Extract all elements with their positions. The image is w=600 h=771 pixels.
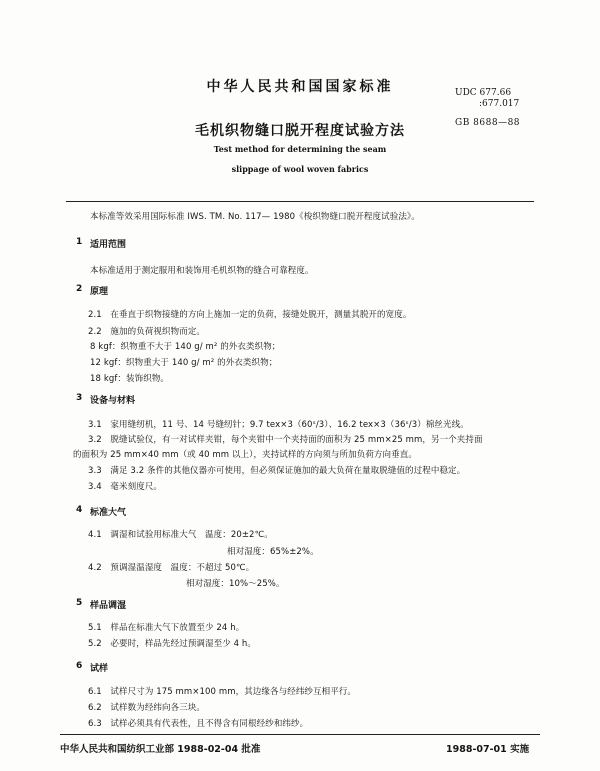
- section-3-line: 的面积为 25 mm×40 mm（或 40 mm 以上），夹持试样的方向须与所加负荷方向垂直。: [73, 450, 417, 460]
- section-4-line: 相对湿度：10%～25%。: [186, 579, 285, 589]
- section-6-line: 6.3 试样必须具有代表性，且不得含有同根经纱和纬纱。: [88, 719, 309, 729]
- section-3-heading: 设备与材料: [90, 396, 136, 406]
- section-3-line: 3.1 家用缝纫机，11 号、14 号缝纫针；9.7 tex×3（60ˢ/3）、16.2 tex×3（36ˢ/3）棉丝光线。: [88, 420, 469, 430]
- section-1-number: 1: [76, 237, 83, 247]
- implementation-date: 1988-07-01 实施: [446, 744, 530, 755]
- section-2-heading: 原理: [90, 287, 109, 297]
- section-2-line: 2.1 在垂直于织物接缝的方向上施加一定的负荷，接缝处脱开，测量其脱开的宽度。: [88, 310, 412, 320]
- gb-code: GB 8688—88: [455, 118, 521, 128]
- section-5-number: 5: [76, 598, 83, 608]
- header-rule: [66, 201, 534, 202]
- footer-rule: [60, 734, 540, 735]
- section-3-number: 3: [76, 393, 83, 403]
- section-6-heading: 试样: [90, 664, 109, 674]
- section-2-line: 2.2 施加的负荷视织物而定。: [88, 327, 206, 337]
- approval-line: 中华人民共和国纺织工业部 1988-02-04 批准: [60, 744, 261, 755]
- section-4-line: 4.2 预调湿温湿度 温度：不超过 50℃。: [88, 563, 255, 573]
- section-5-heading: 样品调湿: [90, 601, 127, 611]
- section-2-line: 12 kgf：织物重大于 140 g/ m² 的外衣类织物；: [90, 358, 278, 368]
- section-2-number: 2: [76, 284, 83, 294]
- section-1-heading: 适用范围: [90, 240, 127, 250]
- section-4-line: 4.1 调湿和试验用标准大气 温度：20±2℃。: [88, 530, 273, 540]
- english-title-line-1: Test method for determining the seam: [213, 144, 387, 154]
- section-5-line: 5.1 样品在标准大气下放置至少 24 h。: [88, 623, 245, 633]
- udc-line-1: UDC 677.66: [455, 88, 512, 98]
- section-3-line: 3.4 毫米刻度尺。: [88, 482, 163, 492]
- section-6-line: 6.2 试样数为经纬向各三块。: [88, 703, 206, 713]
- document-title: 毛机织物缝口脱开程度试验方法: [195, 123, 405, 139]
- section-4-heading: 标准大气: [90, 508, 127, 518]
- udc-line-2: :677.017: [479, 99, 520, 109]
- section-4-number: 4: [76, 505, 83, 515]
- section-4-line: 相对湿度：65%±2%。: [227, 547, 319, 557]
- udc-code: [455, 88, 519, 110]
- section-3-line: 3.3 满足 3.2 条件的其他仪器亦可使用，但必须保证施加的最大负荷在量取脱缝值的过程中稳定。: [88, 466, 466, 476]
- section-6-line: 6.1 试样尺寸为 175 mm×100 mm，其边缘各与经纬纱互相平行。: [88, 687, 357, 697]
- section-3-line: 3.2 脱缝试验仪，有一对试样夹钳，每个夹钳中一个夹持面的面积为 25 mm×25 mm，另一个夹持面: [88, 435, 483, 445]
- section-5-line: 5.2 必要时，样品先经过预调湿至少 4 h。: [88, 639, 257, 649]
- section-2-line: 8 kgf：织物重不大于 140 g/ m² 的外衣类织物；: [90, 342, 281, 352]
- standard-title: 中华人民共和国国家标准: [206, 79, 394, 95]
- section-6-number: 6: [76, 661, 83, 671]
- section-1-line: 本标准适用于测定服用和装饰用毛机织物的缝合可靠程度。: [90, 266, 314, 276]
- section-2-line: 18 kgf：装饰织物。: [90, 374, 170, 384]
- english-title-line-2: slippage of wool woven fabrics: [231, 164, 369, 174]
- intro-text: 本标准等效采用国际标准 IWS. TM. No. 117— 1980《梭织物缝口脱开程度试验法》。: [90, 212, 420, 222]
